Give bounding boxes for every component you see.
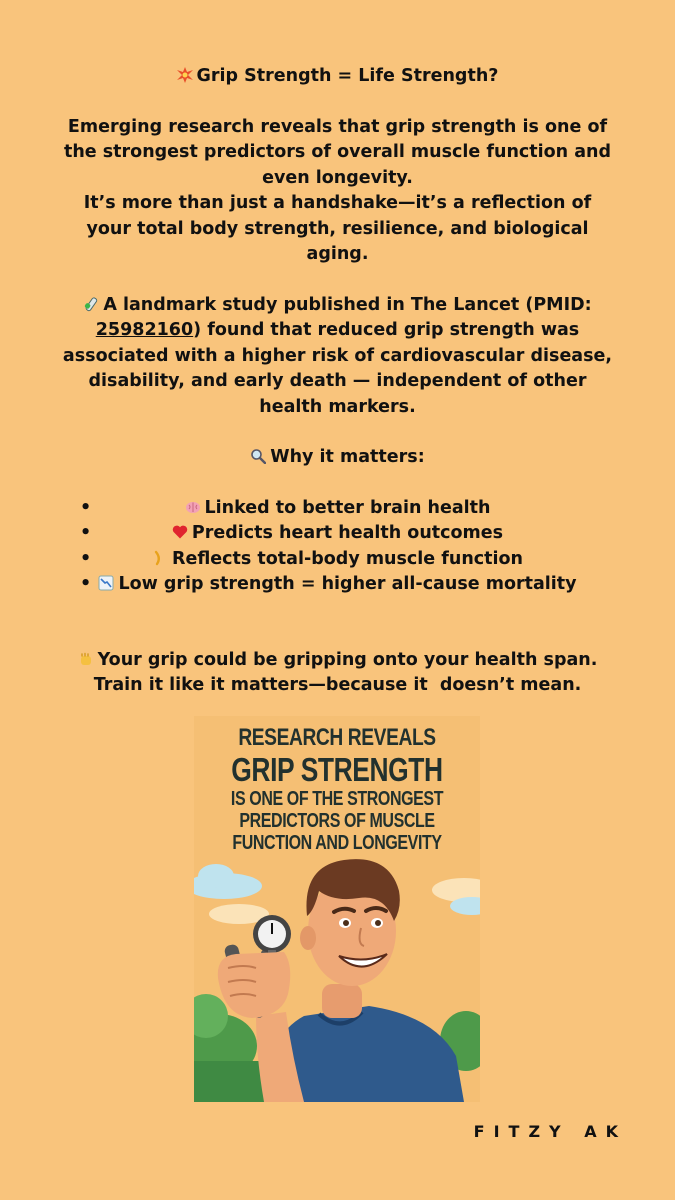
- closing-line-1: Your grip could be gripping onto your health span.: [60, 648, 615, 674]
- brain-icon: [185, 499, 201, 515]
- fist: [218, 952, 290, 1018]
- why-heading: Why it matters:: [60, 445, 615, 471]
- pmid-link[interactable]: 25982160: [95, 320, 194, 340]
- study-paragraph: A landmark study published in The Lancet (PMID: 25982160) found that reduced grip strength was associated with a higher risk of cardiovascular disease, disability, and early death — independent of other health markers.: [62, 294, 613, 417]
- poster-line: RESEARCH REVEALS: [238, 724, 436, 751]
- intro-paragraph-1: Emerging research reveals that grip strength is one of the strongest predictors of overall muscle function and even longevity.: [63, 116, 612, 188]
- poster-line: IS ONE OF THE STRONGEST: [230, 788, 444, 810]
- magnifier-icon: [250, 448, 266, 464]
- post-body: [60, 64, 615, 699]
- poster-line: GRIP STRENGTH: [231, 751, 443, 788]
- poster-headline: [194, 724, 480, 854]
- poster-image: [194, 716, 480, 1102]
- list-item: • Linked to better brain health: [60, 496, 615, 522]
- list-item: • Low grip strength = higher all-cause mortality: [60, 572, 615, 598]
- list-item: • Reflects total-body muscle function: [60, 547, 615, 573]
- benefit-list: [60, 496, 615, 598]
- raised-fist-icon: [78, 651, 94, 667]
- poster-line: FUNCTION AND LONGEVITY: [232, 832, 442, 854]
- intro-paragraph-2: It’s more than just a handshake—it’s a reflection of your total body strength, resilience, and biological aging.: [83, 193, 592, 264]
- bone-icon: [152, 550, 168, 566]
- closing-line-2: Train it like it matters—because it doesn’t mean.: [93, 675, 582, 695]
- list-item: • Predicts heart health outcomes: [60, 521, 615, 547]
- collision-icon: [177, 67, 193, 83]
- heart-icon: [172, 524, 188, 540]
- bullet-icon: •: [80, 523, 92, 543]
- test-tube-icon: [83, 296, 99, 312]
- brand-signature: FITZY AK: [473, 1122, 627, 1141]
- headline: Grip Strength = Life Strength?: [60, 64, 615, 90]
- bullet-icon: •: [80, 574, 92, 594]
- cloud-icon: [432, 878, 480, 915]
- bullet-icon: •: [80, 548, 92, 569]
- cloud-icon: [194, 864, 269, 924]
- bullet-icon: •: [80, 497, 92, 518]
- poster-line: PREDICTORS OF MUSCLE: [239, 810, 435, 832]
- chart-down-icon: [98, 575, 114, 591]
